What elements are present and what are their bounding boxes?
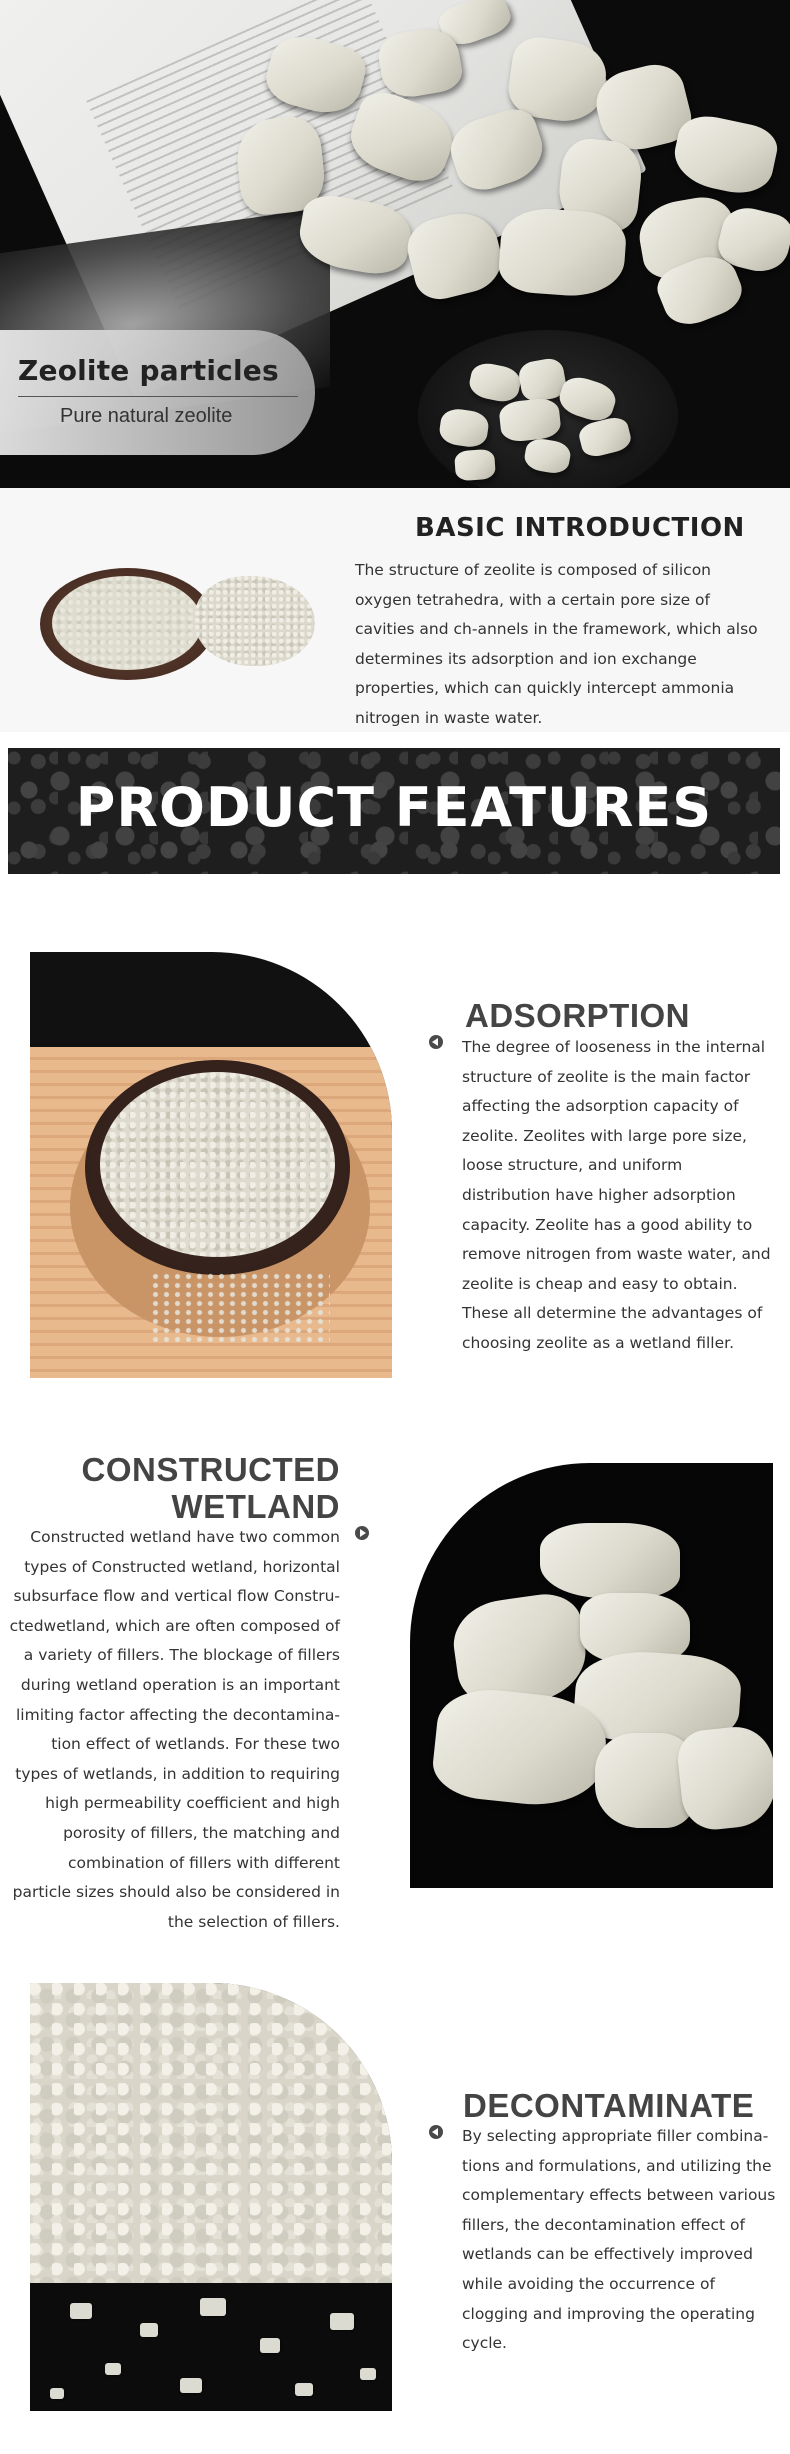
hero-subtitle: Pure natural zeolite: [60, 405, 233, 427]
product-features-banner: [8, 748, 780, 874]
hero-divider: [18, 396, 298, 397]
features-title: PRODUCT FEATURES: [75, 776, 713, 839]
basic-introduction-section: [0, 488, 790, 732]
adsorption-image: [30, 952, 392, 1378]
intro-title: BASIC INTRODUCTION: [415, 513, 745, 543]
hero-title: Zeolite particles: [18, 354, 279, 387]
wetland-rock-pile-image: [410, 1463, 773, 1888]
decontaminate-title: DECONTAMINATE: [463, 2087, 755, 2124]
hero-title-badge: [0, 330, 315, 455]
adsorption-title: ADSORPTION: [465, 997, 691, 1034]
decontaminate-gravel-image: [30, 1983, 392, 2411]
wetland-title-line2: WETLAND: [171, 1488, 340, 1525]
caret-left-icon: [429, 2125, 443, 2139]
wetland-text: Constructed wetland have two common types of Constructed wetland, horizontal subsurface flow and vertical flow Constru-ctedwetland, which are often composed of a variety of fillers. The blockage of fillers during wetland operation is an important limiting factor affecting the decontamina-tion effect of wetlands. For these two types of wetlands, in addition to requiring high permeability coefficient and high porosity of fillers, the matching and combination of fillers with different particle sizes should also be considered in the selection of fillers.: [9, 1528, 340, 1931]
adsorption-text: The degree of looseness in the internal structure of zeolite is the main factor affecting the adsorption capacity of zeolite. Zeolites with large pore size, loose structure, and uniform distribution have higher adsorption capacity. Zeolite has a good ability to remove nitrogen from waste water, and zeolite is cheap and easy to obtain. These all determine the advantages of choosing zeolite as a wetland filler.: [462, 1038, 771, 1352]
hero-banner: [0, 0, 790, 488]
intro-text: The structure of zeolite is composed of silicon oxygen tetrahedra, with a certain pore size of cavities and ch-annels in the framework, which also determines its adsorption and ion exchange properties, which can quickly intercept ammonia nitrogen in waste water.: [355, 561, 758, 727]
decontaminate-text: By selecting appropriate filler combina-tions and formulations, and utilizing the complementary effects between various fillers, the decontamination effect of wetlands can be effectively improved while avoiding the occurrence of clogging and improving the operating cycle.: [462, 2127, 776, 2353]
wetland-title-line1: CONSTRUCTED: [81, 1451, 340, 1488]
caret-left-icon: [429, 1035, 443, 1049]
caret-right-icon: [355, 1526, 369, 1540]
